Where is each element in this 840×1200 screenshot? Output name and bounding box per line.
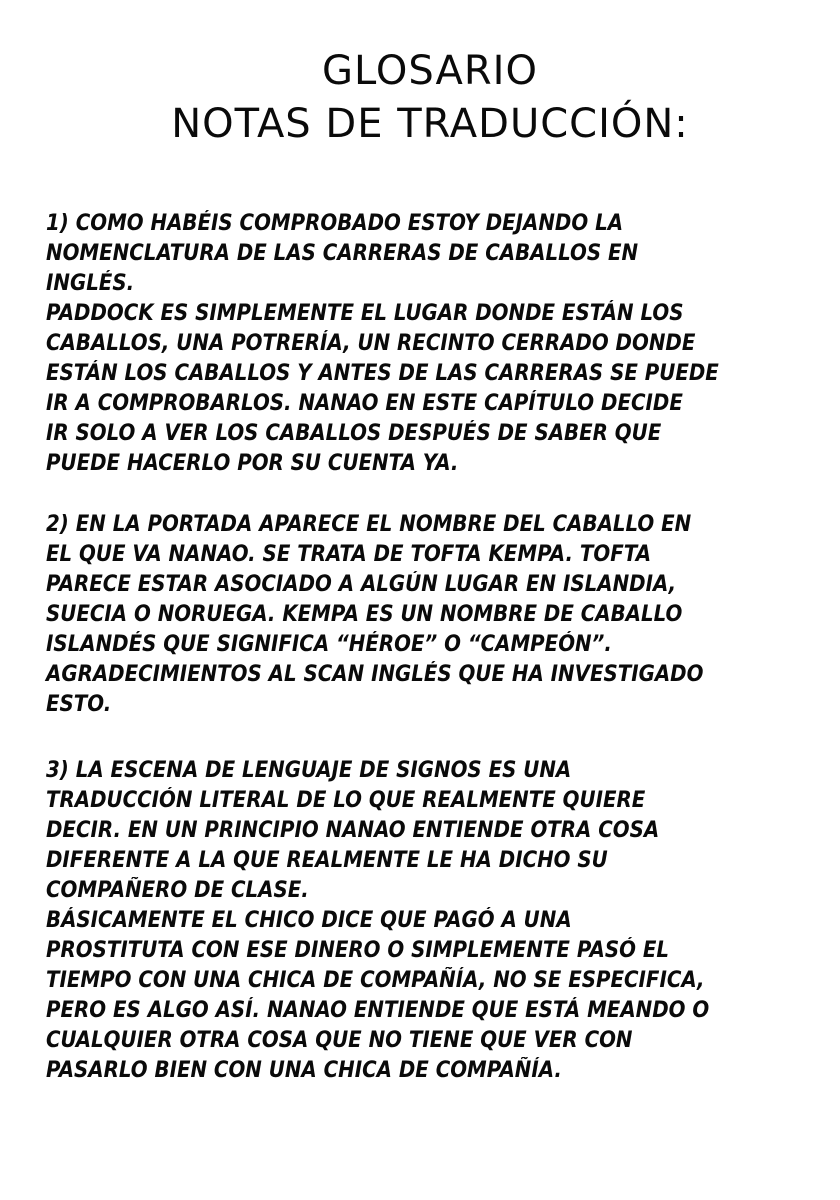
note-line: PERO ES ALGO ASÍ. NANAO ENTIENDE QUE ESTÁ MEANDO O — [46, 998, 710, 1023]
note-line: DIFERENTE A LA QUE REALMENTE LE HA DICHO SU — [46, 848, 608, 873]
note-line: PROSTITUTA CON ESE DINERO O SIMPLEMENTE PASÓ EL — [46, 938, 669, 963]
note-line: BÁSICAMENTE EL CHICO DICE QUE PAGÓ A UNA — [46, 908, 572, 933]
note-line: SUECIA O NORUEGA. KEMPA ES UN NOMBRE DE CABALLO — [46, 602, 683, 627]
note-2 — [46, 510, 816, 720]
note-line: TIEMPO CON UNA CHICA DE COMPAÑÍA, NO SE ESPECIFICA, — [46, 968, 705, 993]
note-line: TRADUCCIÓN LITERAL DE LO QUE REALMENTE QUIERE — [46, 788, 646, 813]
note-line: 2) EN LA PORTADA APARECE EL NOMBRE DEL CABALLO EN — [46, 512, 692, 537]
note-line: ESTÁN LOS CABALLOS Y ANTES DE LAS CARRERAS SE PUEDE — [46, 361, 719, 386]
note-line: 3) LA ESCENA DE LENGUAJE DE SIGNOS ES UNA — [46, 758, 572, 783]
note-1 — [46, 209, 816, 479]
note-line: PASARLO BIEN CON UNA CHICA DE COMPAÑÍA. — [46, 1058, 562, 1083]
note-line: EL QUE VA NANAO. SE TRATA DE TOFTA KEMPA. TOFTA — [46, 542, 652, 567]
note-line: PADDOCK ES SIMPLEMENTE EL LUGAR DONDE ESTÁN LOS — [46, 301, 684, 326]
note-line: AGRADECIMIENTOS AL SCAN INGLÉS QUE HA INVESTIGADO — [46, 662, 704, 687]
note-line: CABALLOS, UNA POTRERÍA, UN RECINTO CERRADO DONDE — [46, 331, 696, 356]
note-line: ISLANDÉS QUE SIGNIFICA “HÉROE” O “CAMPEÓN”. — [46, 632, 612, 657]
note-line: NOMENCLATURA DE LAS CARRERAS DE CABALLOS EN — [46, 241, 639, 266]
page-title: GLOSARIO — [322, 48, 538, 94]
note-line: COMPAÑERO DE CLASE. — [46, 878, 309, 903]
note-line: PARECE ESTAR ASOCIADO A ALGÚN LUGAR EN ISLANDIA, — [46, 572, 677, 597]
note-line: DECIR. EN UN PRINCIPIO NANAO ENTIENDE OTRA COSA — [46, 818, 660, 843]
note-3 — [46, 756, 816, 1086]
note-line: INGLÉS. — [46, 271, 135, 296]
note-line: 1) COMO HABÉIS COMPROBADO ESTOY DEJANDO LA — [46, 211, 624, 236]
page-subtitle: NOTAS DE TRADUCCIÓN: — [171, 101, 689, 147]
note-line: IR A COMPROBARLOS. NANAO EN ESTE CAPÍTULO DECIDE — [46, 391, 683, 416]
note-line: ESTO. — [46, 692, 112, 717]
note-line: IR SOLO A VER LOS CABALLOS DESPUÉS DE SABER QUE — [46, 421, 662, 446]
note-line: PUEDE HACERLO POR SU CUENTA YA. — [46, 451, 459, 476]
note-line: CUALQUIER OTRA COSA QUE NO TIENE QUE VER CON — [46, 1028, 633, 1053]
